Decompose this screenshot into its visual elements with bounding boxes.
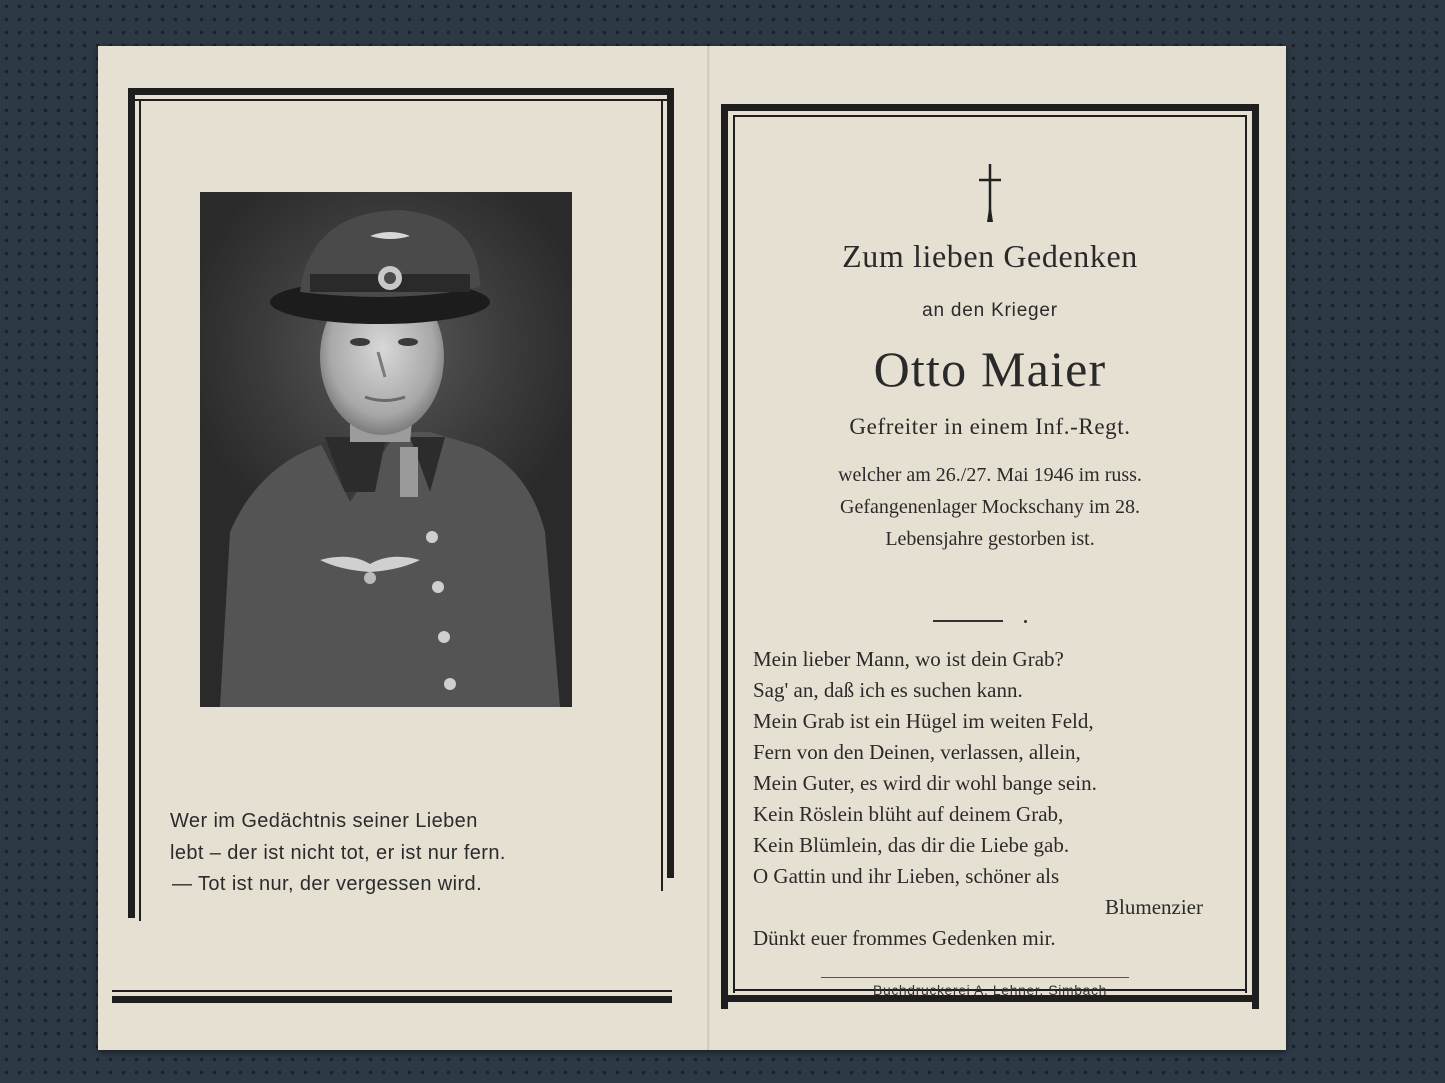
cross-icon bbox=[975, 162, 1005, 224]
deceased-rank: Gefreiter in einem Inf.-Regt. bbox=[849, 414, 1131, 439]
poem-line: Blumenzier bbox=[1105, 895, 1203, 919]
memorial-subtitle: an den Krieger bbox=[922, 300, 1058, 321]
poem-line: Fern von den Deinen, verlassen, allein, bbox=[753, 740, 1081, 764]
left-left-border bbox=[128, 88, 135, 918]
printer-rule bbox=[821, 977, 1129, 978]
description-line: Lebensjahre gestorben ist. bbox=[885, 528, 1095, 550]
card-fold bbox=[707, 46, 710, 1050]
portrait-illustration bbox=[200, 192, 572, 707]
left-right-border bbox=[667, 88, 674, 878]
divider-dot bbox=[1024, 620, 1027, 623]
left-top-border-thin bbox=[128, 99, 674, 101]
poem-line: Sag' an, daß ich es suchen kann. bbox=[753, 678, 1023, 702]
section-divider bbox=[933, 620, 1003, 622]
poem-line: Kein Röslein blüht auf deinem Grab, bbox=[753, 802, 1064, 826]
poem-line: Kein Blümlein, das dir die Liebe gab. bbox=[753, 833, 1070, 857]
description-line: welcher am 26./27. Mai 1946 im russ. bbox=[838, 464, 1142, 486]
quote-line: — Tot ist nur, der vergessen wird. bbox=[172, 873, 483, 895]
right-panel bbox=[721, 104, 1259, 1009]
memorial-quote bbox=[170, 806, 622, 901]
left-top-border bbox=[128, 88, 674, 95]
left-bottom-border bbox=[112, 996, 672, 1003]
soldier-portrait-photo bbox=[200, 192, 572, 707]
memorial-title: Zum lieben Gedenken bbox=[842, 238, 1138, 274]
quote-line: lebt – der ist nicht tot, er ist nur fern. bbox=[170, 841, 506, 864]
right-top-border bbox=[721, 104, 1259, 111]
memorial-poem bbox=[753, 644, 1203, 954]
poem-line: Dünkt euer frommes Gedenken mir. bbox=[753, 926, 1056, 950]
poem-line: Mein Guter, es wird dir wohl bange sein. bbox=[753, 771, 1097, 795]
description-line: Gefangenenlager Mockschany im 28. bbox=[840, 496, 1140, 518]
printer-imprint: Buchdruckerei A. Lehner, Simbach bbox=[873, 982, 1107, 998]
poem-line: O Gattin und ihr Lieben, schöner als bbox=[753, 864, 1060, 888]
left-bottom-border-thin bbox=[112, 990, 672, 992]
poem-line: Mein Grab ist ein Hügel im weiten Feld, bbox=[753, 709, 1094, 733]
quote-line: Wer im Gedächtnis seiner Lieben bbox=[170, 810, 478, 832]
poem-line: Mein lieber Mann, wo ist dein Grab? bbox=[753, 647, 1064, 671]
left-right-border-thin bbox=[661, 101, 663, 891]
right-top-border-thin bbox=[733, 115, 1247, 117]
left-left-border-thin bbox=[139, 101, 141, 921]
death-description bbox=[759, 459, 1221, 555]
left-panel bbox=[128, 88, 674, 1010]
deceased-name: Otto Maier bbox=[873, 341, 1107, 397]
memorial-card bbox=[98, 46, 1286, 1050]
